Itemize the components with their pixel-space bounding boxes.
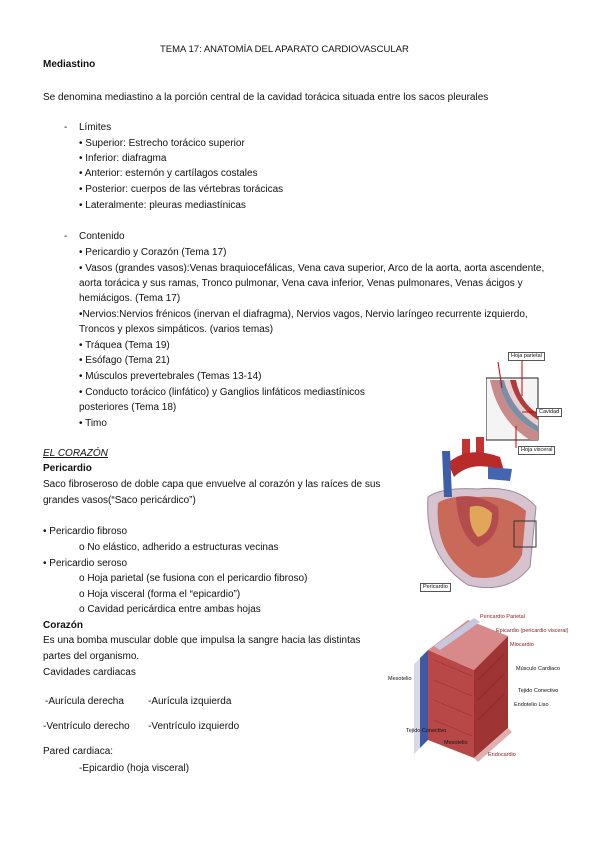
limites-label: Límites (79, 122, 112, 133)
heart-figure (418, 437, 543, 597)
contenido-label: Contenido (79, 231, 125, 242)
endotelio-label: Endotelio Liso (514, 702, 549, 708)
pericardio-seroso: • Pericardio seroso (43, 558, 128, 569)
pericardio-parietal-label: Pericardio Parietal (480, 614, 525, 620)
contenido-dash: - (64, 231, 68, 242)
contenido-line: Troncos y plexos simpáticos. (varios temas) (79, 324, 274, 335)
pericardio-fibroso-sub: o No elástico, adherido a estructuras vecinas (79, 542, 279, 553)
contenido-line: • Conducto torácico (linfático) y Ganglios linfáticos mediastínicos (79, 387, 365, 398)
mesotelio-bottom-label: Mesotelio (444, 740, 468, 746)
ventriculo-izquierdo: -Ventrículo izquierdo (148, 721, 240, 732)
contenido-line: aorta torácica y sus ramas, Tronco pulmonar, Vena cava inferior, Venas pulmonares, Venas ácigos y (79, 278, 523, 289)
mesotelio-left-label: Mesotelio (388, 676, 412, 682)
corazon-desc: partes del organismo. (43, 651, 140, 662)
pericardio-seroso-sub: o Hoja visceral (forma el “epicardio”) (79, 589, 241, 600)
pericardio-fibroso: • Pericardio fibroso (43, 526, 128, 537)
auricula-derecha: -Aurícula derecha (45, 696, 124, 707)
mediastino-definition: Se denomina mediastino a la porción central de la cavidad torácica situada entre los sacos pleurales (43, 92, 489, 103)
tejido-conectivo-label: Tejido Conectivo (518, 688, 559, 694)
tejido-conectivo-bottom-label: Tejido Conectivo (406, 728, 447, 734)
pericardio-figure-label: Pericardio (420, 583, 451, 592)
hoja-visceral-label: Hoja visceral (518, 446, 555, 455)
limites-item: • Posterior: cuerpos de las vértebras torácicas (79, 184, 284, 195)
contenido-line: •Nervios:Nervios frénicos (inervan el diafragma), Nervios vagos, Nervio laríngeo recurrente izquierdo, (79, 309, 528, 320)
pericardio-heading: Pericardio (43, 463, 92, 474)
corazon-section-heading: EL CORAZÓN (43, 448, 108, 459)
pericardio-seroso-sub: o Cavidad pericárdica entre ambas hojas (79, 604, 261, 615)
cavidad-label: Cavidad (536, 408, 562, 417)
contenido-line: • Esófago (Tema 21) (79, 355, 170, 366)
limites-dash: - (64, 122, 68, 133)
corazon-heading: Corazón (43, 620, 83, 631)
endocardio-label: Endocardio (488, 752, 516, 758)
miocardio-label: Miocardio (510, 642, 534, 648)
pared-label: Pared cardiaca: (43, 746, 114, 757)
page-title: TEMA 17: ANATOMÍA DEL APARATO CARDIOVASCULAR (160, 44, 409, 55)
heart-illustration (418, 437, 543, 597)
limites-item: • Lateralmente: pleuras mediastínicas (79, 200, 246, 211)
pericardio-seroso-sub: o Hoja parietal (se fusiona con el pericardio fibroso) (79, 573, 308, 584)
limites-item: • Anterior: esternón y cartílagos costales (79, 168, 258, 179)
pericardio-desc: Saco fibroseroso de doble capa que envuelve al corazón y las raíces de sus (43, 479, 381, 490)
mediastino-heading: Mediastino (43, 59, 96, 70)
ventriculo-derecho: -Ventrículo derecho (43, 721, 130, 732)
contenido-line: hemiácigos. (Tema 17) (79, 293, 181, 304)
auricula-izquierda: -Aurícula izquierda (148, 696, 232, 707)
contenido-line: • Tráquea (Tema 19) (79, 340, 170, 351)
contenido-line: • Vasos (grandes vasos):Venas braquiocefálicas, Vena cava superior, Arco de la aorta, aorta ascendente, (79, 263, 545, 274)
pared-item: -Epicardio (hoja visceral) (79, 763, 190, 774)
limites-item: • Superior: Estrecho torácico superior (79, 138, 245, 149)
cavidades-label: Cavidades cardiacas (43, 667, 136, 678)
contenido-line: • Músculos prevertebrales (Temas 13-14) (79, 371, 262, 382)
contenido-line: • Timo (79, 418, 107, 429)
pericardio-desc: grandes vasos(“Saco pericárdico”) (43, 495, 196, 506)
heart-wall-figure (388, 610, 568, 770)
contenido-line: • Pericardio y Corazón (Tema 17) (79, 247, 227, 258)
corazon-desc: Es una bomba muscular doble que impulsa la sangre hacia las distintas (43, 635, 361, 646)
musculo-cardiaco-label: Músculo Cardiaco (516, 666, 561, 672)
limites-item: • Inferior: diafragma (79, 153, 167, 164)
contenido-line: posteriores (Tema 18) (79, 402, 177, 413)
hoja-parietal-label: Hoja parietal (508, 352, 545, 361)
epicardio-label: Epicardio (pericardio visceral) (496, 628, 569, 634)
